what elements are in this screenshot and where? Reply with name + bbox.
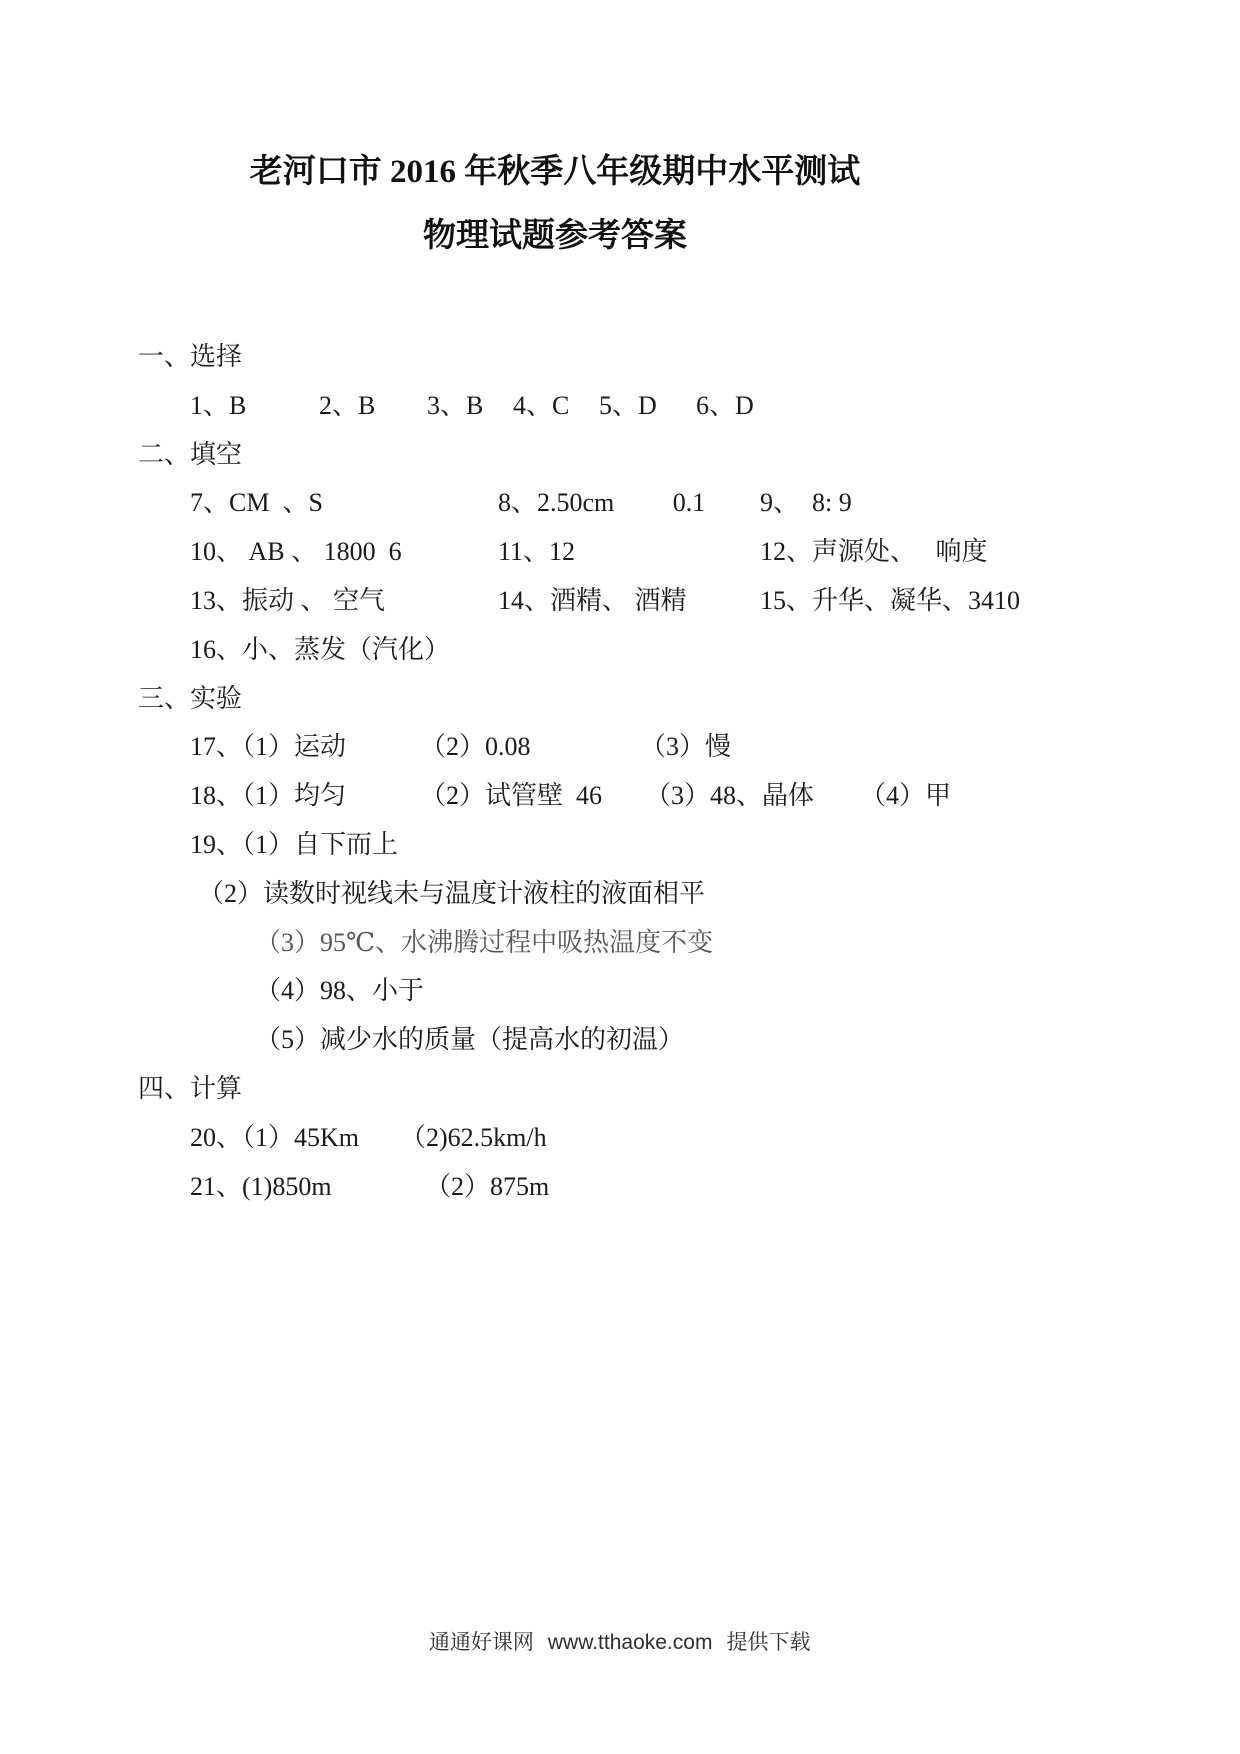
answer-q7: 7、CM 、S: [190, 488, 323, 518]
document-title: 老河口市 2016 年秋季八年级期中水平测试: [249, 154, 861, 190]
answer-q21-line: [0, 1163, 1240, 1212]
answer-q17-part2: （2）0.08: [420, 732, 531, 762]
answer-q13: 13、振动 、 空气: [190, 585, 386, 615]
answer-q21-part1: 21、(1)850m: [190, 1171, 332, 1201]
answer-q9: 9、 8: 9: [760, 488, 852, 518]
answer-q19-part5: （5）减少水的质量（提高水的初温）: [255, 1025, 685, 1055]
answer-q18-part1: 18、（1）均匀: [190, 781, 347, 811]
section-1-heading: 一、选择: [138, 342, 243, 371]
answer-q15: 15、升华、凝华、3410: [760, 585, 1021, 615]
answer-q17-line: [0, 723, 1240, 772]
fill-answers-row-3: [0, 577, 1240, 626]
answer-q11: 11、12: [498, 537, 576, 567]
section-4-heading: 四、计算: [138, 1073, 243, 1103]
answer-q4: 4、C: [513, 390, 570, 420]
answer-q21-part2: （2）875m: [425, 1171, 550, 1201]
answer-q3: 3、B: [427, 390, 484, 420]
answer-q20-part2: （2)62.5km/h: [400, 1122, 547, 1152]
answer-q16: 16、小、蒸发（汽化）: [190, 634, 451, 664]
answer-body: [0, 333, 1240, 1211]
answer-q1: 1、B: [190, 390, 247, 420]
answer-q20-line: [0, 1114, 1240, 1163]
answer-q12: 12、声源处、 响度: [760, 537, 988, 567]
fill-answers-row-2: [0, 528, 1240, 577]
answer-q19-part3: （3）95℃、水沸腾过程中吸热温度不变: [255, 927, 714, 957]
choice-answers-line: [0, 382, 1240, 431]
answer-q2: 2、B: [319, 390, 376, 420]
answer-q6: 6、D: [696, 390, 754, 420]
section-2-heading: 二、填空: [138, 439, 243, 469]
footer-url: www.tthaoke.com: [547, 1631, 713, 1654]
answer-q19-part4: （4）98、小于: [255, 976, 425, 1006]
answer-q17-part1: 17、（1）运动: [190, 732, 347, 762]
answer-q18-part3: （3）48、晶体: [645, 781, 815, 811]
answer-q19-part2: （2）读数时视线未与温度计液柱的液面相平: [198, 878, 706, 908]
answer-q20-part1: 20、（1）45Km: [190, 1122, 360, 1152]
answer-q10: 10、 AB 、 1800 6: [190, 537, 402, 567]
footer-download-label: 提供下载: [726, 1631, 811, 1654]
answer-q14: 14、酒精、 酒精: [498, 585, 687, 615]
answer-q18-line: [0, 772, 1240, 821]
answer-q18-part4: （4）甲: [860, 781, 952, 811]
footer-site-name: 通通好课网: [428, 1631, 534, 1654]
answer-q8: 8、2.50cm 0.1: [498, 488, 706, 518]
answer-q17-part3: （3）慢: [640, 732, 732, 762]
page-footer: [0, 1602, 1216, 1680]
document-subtitle: 物理试题参考答案: [423, 218, 687, 254]
fill-answers-row-1: [0, 479, 1240, 528]
answer-q18-part2: （2）试管壁 46: [420, 781, 603, 811]
answer-q19-part1: 19、（1）自下而上: [190, 829, 399, 859]
answer-q5: 5、D: [599, 390, 657, 420]
section-3-heading: 三、实验: [138, 683, 243, 713]
document-header: [0, 0, 1110, 300]
